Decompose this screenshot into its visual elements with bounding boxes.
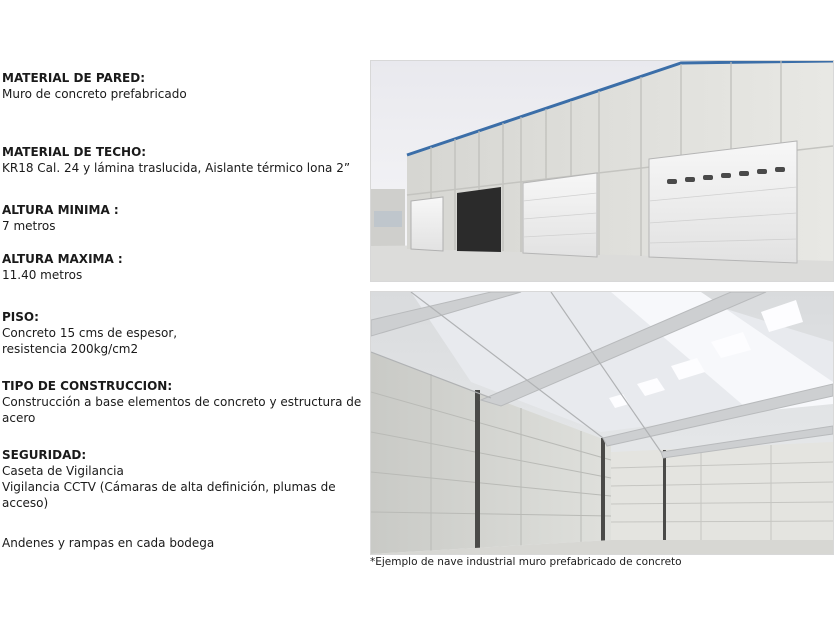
spec-heading: ALTURA MAXIMA : [2, 252, 123, 266]
spec-line: resistencia 200kg/cm2 [2, 342, 139, 356]
spec-heading: MATERIAL DE PARED: [2, 71, 146, 85]
spec-construction-type [2, 378, 362, 426]
spec-max-height [2, 251, 362, 283]
spec-line: acceso) [2, 496, 49, 510]
spec-security [2, 447, 362, 511]
warehouse-interior-illustration [371, 292, 833, 554]
spec-heading: MATERIAL DE TECHO: [2, 145, 147, 159]
warehouse-exterior-photo [370, 60, 834, 282]
warehouse-interior-photo [370, 291, 834, 555]
spec-loading-docks [2, 535, 362, 551]
spec-heading: PISO: [2, 310, 39, 324]
spec-line: 11.40 metros [2, 268, 83, 282]
spec-line: acero [2, 411, 36, 425]
spec-min-height [2, 202, 362, 234]
spec-wall-material [2, 70, 362, 102]
spec-floor [2, 309, 362, 357]
spec-line: 7 metros [2, 219, 56, 233]
spec-line: Andenes y rampas en cada bodega [2, 536, 215, 550]
spec-heading: TIPO DE CONSTRUCCION: [2, 379, 173, 393]
spec-line: KR18 Cal. 24 y lámina traslucida, Aislante térmico lona 2” [2, 161, 351, 175]
spec-line: Caseta de Vigilancia [2, 464, 124, 478]
spec-roof-material [2, 144, 362, 176]
photo-caption: *Ejemplo de nave industrial muro prefabricado de concreto [370, 556, 682, 568]
spec-line: Vigilancia CCTV (Cámaras de alta definición, plumas de [2, 480, 336, 494]
spec-line: Construcción a base elementos de concreto y estructura de [2, 395, 362, 409]
spec-line: Concreto 15 cms de espesor, [2, 326, 178, 340]
warehouse-exterior-illustration [371, 61, 833, 281]
spec-line: Muro de concreto prefabricado [2, 87, 187, 101]
spec-heading: SEGURIDAD: [2, 448, 87, 462]
spec-heading: ALTURA MINIMA : [2, 203, 119, 217]
